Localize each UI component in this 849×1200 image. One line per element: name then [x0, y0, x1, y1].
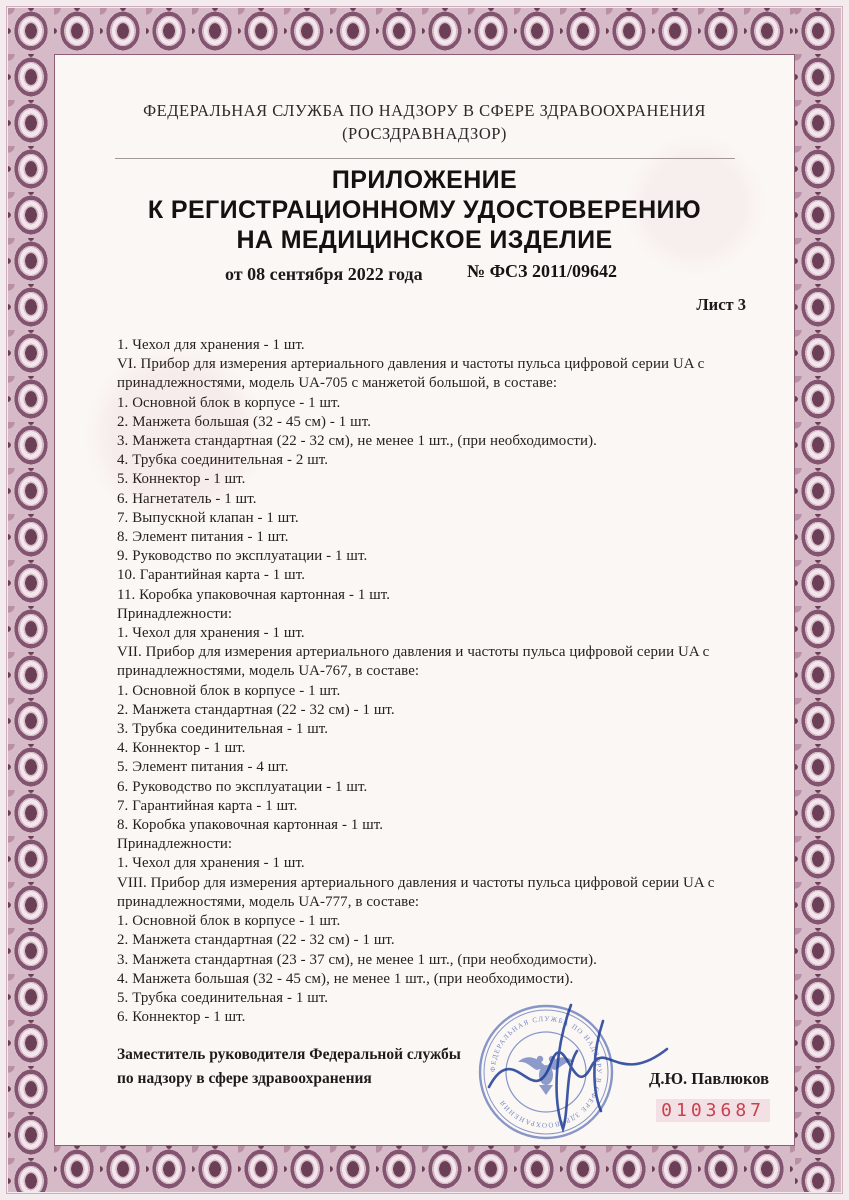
document-body-line: 5. Коннектор - 1 шт.	[117, 471, 246, 488]
document-body-line: 1. Основной блок в корпусе - 1 шт.	[117, 682, 341, 699]
document-body-line: 7. Выпускной клапан - 1 шт.	[117, 509, 299, 526]
guilloche-border-bottom	[8, 1146, 841, 1192]
document-title-line1: ПРИЛОЖЕНИЕ	[331, 166, 518, 194]
agency-name	[55, 99, 794, 145]
document-body-line: 5. Элемент питания - 4 шт.	[117, 759, 289, 776]
guilloche-border-right	[795, 8, 841, 1192]
document-body-line: Принадлежности:	[117, 605, 233, 622]
document-body	[117, 336, 786, 1027]
document-body-line: 4. Манжета большая (32 - 45 см), не менее 1 шт., (при необходимости).	[117, 970, 574, 987]
document-body-line: 5. Трубка соединительная - 1 шт.	[117, 989, 329, 1006]
document-body-line: 1. Основной блок в корпусе - 1 шт.	[117, 394, 341, 411]
signer-position	[117, 1043, 461, 1091]
guilloche-border-left	[8, 8, 54, 1192]
document-inner-area	[54, 54, 795, 1146]
document-body-line: 3. Манжета стандартная (23 - 37 см), не менее 1 шт., (при необходимости).	[117, 951, 597, 968]
document-body-line: VIII. Прибор для измерения артериального давления и частоты пульса цифровой серии UA с принадлежностями, модель UA-777, в составе:	[117, 874, 715, 910]
document-title	[55, 165, 794, 255]
agency-name-line2: (РОСЗДРАВНАДЗОР)	[342, 124, 507, 143]
document-title-line2: К РЕГИСТРАЦИОННОМУ УДОСТОВЕРЕНИЮ	[147, 196, 702, 224]
document-body-line: 6. Нагнетатель - 1 шт.	[117, 490, 257, 507]
document-body-line: 8. Элемент питания - 1 шт.	[117, 529, 289, 546]
agency-name-line1: ФЕДЕРАЛЬНАЯ СЛУЖБА ПО НАДЗОРУ В СФЕРЕ ЗДРАВООХРАНЕНИЯ	[143, 101, 706, 120]
signature-ink	[453, 991, 703, 1151]
document-body-line: 1. Чехол для хранения - 1 шт.	[117, 337, 305, 353]
signer-position-line2: по надзору в сфере здравоохранения	[117, 1070, 372, 1087]
document-body-line: VII. Прибор для измерения артериального давления и частоты пульса цифровой серии UA с принадлежностями, модель UA-767, в составе:	[117, 644, 710, 680]
document-body-line: VI. Прибор для измерения артериального давления и частоты пульса цифровой серии UA с принадлежностями, модель UA-705 с манжетой большой, в составе:	[117, 356, 705, 392]
document-body-line: Принадлежности:	[117, 836, 233, 853]
document-body-line: 4. Коннектор - 1 шт.	[117, 740, 246, 757]
stamp-ring-text: ФЕДЕРАЛЬНАЯ СЛУЖБА ПО НАДЗОРУ В СФЕРЕ ЗДРАВООХРАНЕНИЯ	[488, 1014, 604, 1130]
signer-name: Д.Ю. Павлюков	[649, 1069, 769, 1088]
document-body-line: 1. Чехол для хранения - 1 шт.	[117, 855, 305, 872]
document-body-line: 8. Коробка упаковочная картонная - 1 шт.	[117, 817, 384, 834]
sheet-number: Лист 3	[696, 295, 746, 314]
signer-position-line1: Заместитель руководителя Федеральной службы	[117, 1046, 461, 1063]
document-body-line: 10. Гарантийная карта - 1 шт.	[117, 567, 306, 584]
document-body-line: 1. Чехол для хранения - 1 шт.	[117, 625, 305, 642]
document-body-line: 2. Манжета стандартная (22 - 32 см) - 1 шт.	[117, 932, 395, 949]
document-body-line: 4. Трубка соединительная - 2 шт.	[117, 452, 329, 469]
document-body-line: 9. Руководство по эксплуатации - 1 шт.	[117, 548, 368, 565]
document-body-line: 11. Коробка упаковочная картонная - 1 шт.	[117, 586, 391, 603]
guilloche-border-top	[8, 8, 841, 54]
certificate-number: № ФСЗ 2011/09642	[467, 261, 618, 281]
document-body-line: 3. Трубка соединительная - 1 шт.	[117, 721, 329, 738]
document-title-line3: НА МЕДИЦИНСКОЕ ИЗДЕЛИЕ	[236, 226, 613, 254]
document-body-line: 2. Манжета большая (32 - 45 см) - 1 шт.	[117, 413, 372, 430]
document-body-line: 2. Манжета стандартная (22 - 32 см) - 1 шт.	[117, 701, 395, 718]
serial-number: 0103687	[656, 1099, 770, 1122]
document-body-line: 6. Руководство по эксплуатации - 1 шт.	[117, 778, 368, 795]
document-body-line: 6. Коннектор - 1 шт.	[117, 1009, 246, 1026]
document-body-line: 3. Манжета стандартная (22 - 32 см), не менее 1 шт., (при необходимости).	[117, 433, 597, 450]
document-body-line: 7. Гарантийная карта - 1 шт.	[117, 797, 298, 814]
issue-date: от 08 сентября 2022 года	[225, 264, 423, 284]
header-divider	[115, 158, 735, 159]
document-body-line: 1. Основной блок в корпусе - 1 шт.	[117, 913, 341, 930]
